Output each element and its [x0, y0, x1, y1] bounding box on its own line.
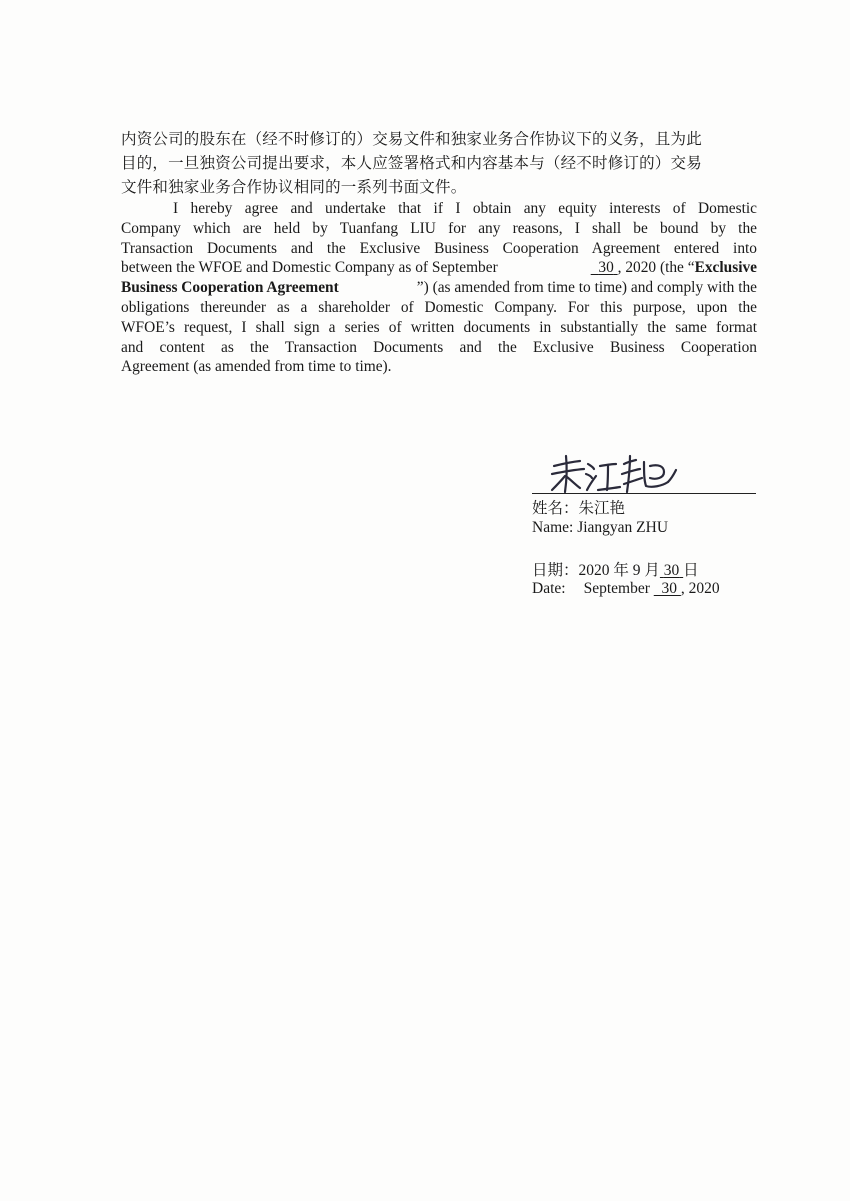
english-line-2: Company which are held by Tuanfang LIU for any reasons, I shall be bound by the	[121, 219, 757, 237]
name-label-en: Name:	[532, 519, 574, 536]
chinese-line-3: 文件和独家业务合作协议相同的一系列书面文件。	[121, 179, 467, 196]
chinese-paragraph	[121, 128, 761, 200]
date-label-zh: 日期：	[532, 562, 579, 579]
date-suffix-zh: 日	[683, 562, 699, 579]
date-month-en: September	[583, 580, 650, 597]
handwritten-signature-icon	[550, 452, 680, 496]
date-year-en: , 2020	[680, 580, 720, 597]
date-year-month-zh: 2020 年 9 月	[578, 562, 660, 579]
english-line-7: WFOE’s request, I shall sign a series of written documents in substantially the same format	[121, 318, 757, 336]
english-line-5-end: ”) (as amended from time to time) and comply with the	[416, 279, 757, 297]
english-line-8: and content as the Transaction Documents and the Exclusive Business Cooperation	[121, 338, 757, 356]
name-value-zh: 朱江艳	[578, 500, 626, 517]
english-line-4-middle: , 2020 (the “	[617, 259, 695, 277]
date-day-en: 30	[661, 580, 677, 597]
date-day-en-underlined	[654, 580, 681, 597]
date-label-en: Date:	[532, 580, 566, 597]
agreement-day-underlined	[591, 259, 618, 276]
date-zh-row	[532, 558, 699, 580]
name-zh-row	[532, 496, 625, 518]
signature-line	[532, 493, 756, 494]
chinese-line-2: 目的，一旦独资公司提出要求，本人应签署格式和内容基本与（经不时修订的）交易	[121, 155, 702, 172]
defined-term-part2: Business Cooperation Agreement	[121, 279, 339, 297]
name-label-zh: 姓名：	[532, 500, 579, 517]
agreement-day: 30	[598, 259, 614, 277]
english-line-4-rest	[591, 258, 757, 278]
name-en-row	[532, 519, 668, 537]
chinese-line-1: 内资公司的股东在（经不时修订的）交易文件和独家业务合作协议下的义务，且为此	[121, 131, 702, 148]
english-line-4-start: between the WFOE and Domestic Company as of September	[121, 259, 498, 277]
english-line-5	[121, 278, 757, 298]
english-line-6: obligations thereunder as a shareholder of Domestic Company. For this purpose, upon the	[121, 298, 757, 316]
english-line-1: I hereby agree and undertake that if I obtain any equity interests of Domestic	[173, 200, 757, 217]
english-line-4	[121, 258, 757, 278]
date-en-row	[532, 580, 720, 598]
date-day-zh-underlined	[660, 562, 683, 579]
signature-block	[530, 452, 760, 612]
english-paragraph	[121, 199, 757, 377]
date-day-zh: 30	[663, 562, 680, 579]
defined-term-part1: Exclusive	[694, 259, 757, 277]
name-value-en: Jiangyan ZHU	[577, 519, 669, 536]
english-line-9: Agreement (as amended from time to time).	[121, 358, 392, 376]
english-line-3: Transaction Documents and the Exclusive Business Cooperation Agreement entered into	[121, 239, 757, 257]
